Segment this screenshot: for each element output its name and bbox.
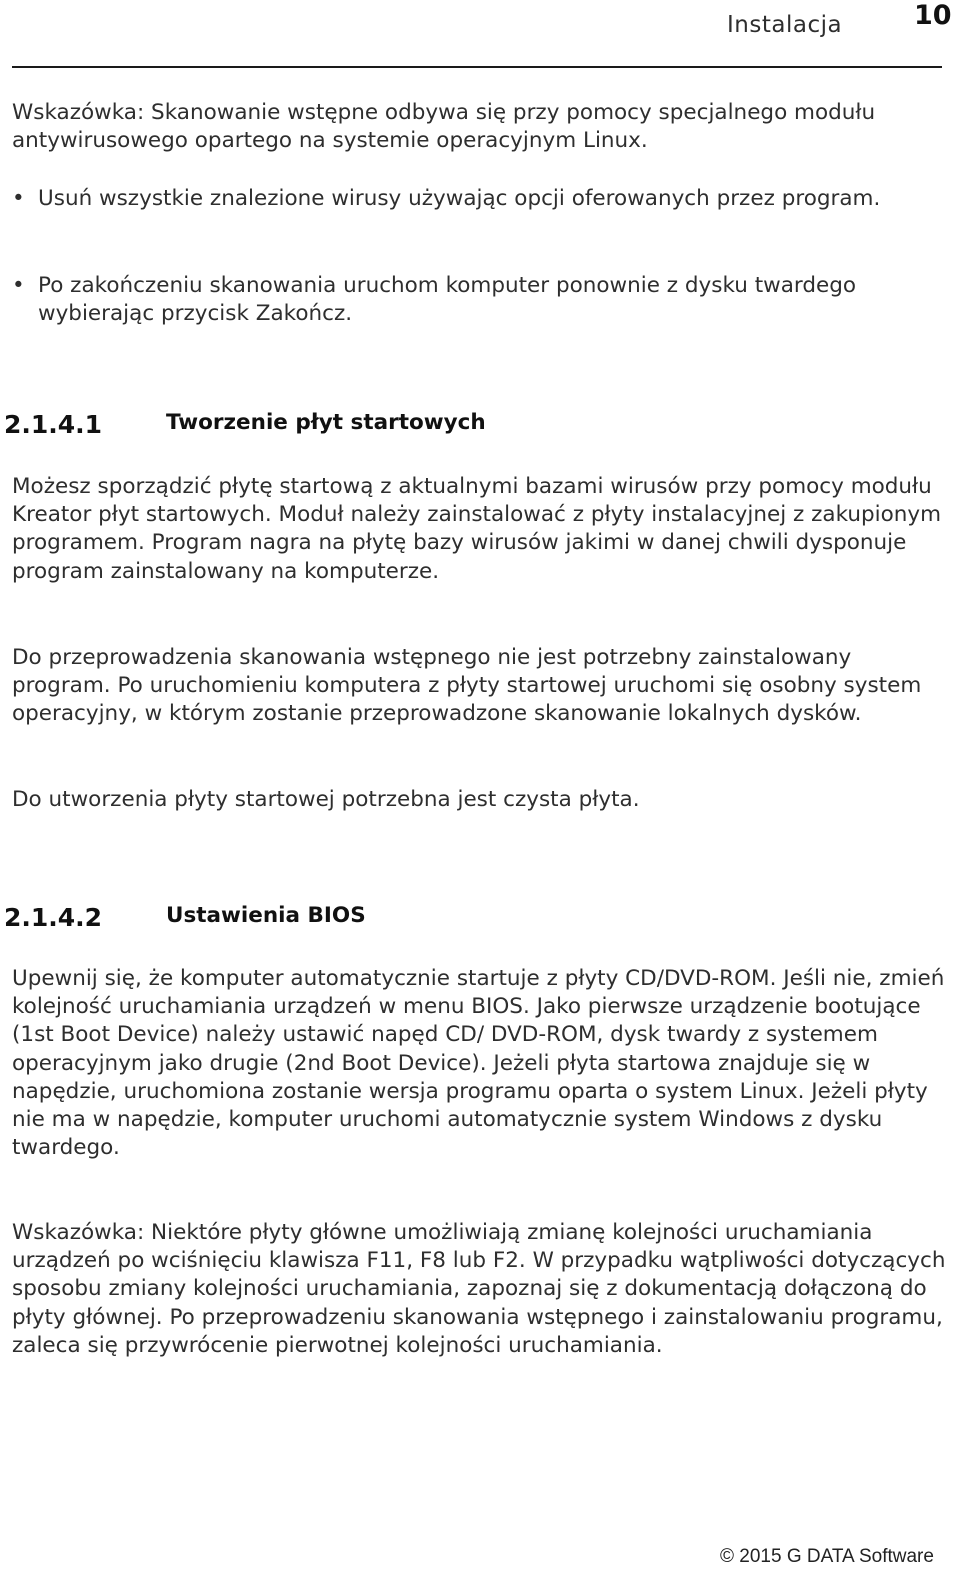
section-number: 2.1.4.1 bbox=[4, 410, 103, 439]
section-paragraph bbox=[12, 473, 952, 586]
paragraph-text: Do przeprowadzenia skanowania wstępnego nie jest potrzebny zainstalowany program. Po uruchomieniu komputera z płyty startowej uruchomi się osobny system operacyjny, w którym zostanie przeprowadzone skanowanie lokalnych dysków. bbox=[12, 645, 922, 727]
section-number: 2.1.4.2 bbox=[4, 903, 103, 932]
header-rule bbox=[12, 66, 942, 68]
footer-copyright: © 2015 G DATA Software bbox=[720, 1546, 934, 1567]
page-number: 10 bbox=[914, 0, 952, 31]
section-paragraph bbox=[12, 644, 952, 729]
bullet-text: Usuń wszystkie znalezione wirusy używając opcji oferowanych przez program. bbox=[38, 186, 881, 211]
paragraph-text: Do utworzenia płyty startowej potrzebna jest czysta płyta. bbox=[12, 787, 640, 812]
bullet-icon: • bbox=[12, 186, 25, 211]
intro-hint bbox=[12, 99, 952, 155]
paragraph-text: Upewnij się, że komputer automatycznie startuje z płyty CD/DVD-ROM. Jeśli nie, zmień kolejność uruchamiania urządzeń w menu BIOS. Jako pierwsze urządzenie bootujące (1st Boot Device) należy ustawić napęd CD/ DVD-ROM, dysk twardy z systemem operacyjnym jako drugie (2nd Boot Device). Jeżeli płyta startowa znajduje się w napędzie, uruchomiona zostanie wersja programu oparta o system Linux. Jeżeli płyty nie ma w napędzie, komputer uruchomi automatycznie system Windows z dysku twardego. bbox=[12, 966, 945, 1161]
paragraph-text: Wskazówka: Niektóre płyty główne umożliwiają zmianę kolejności uruchamiania urządzeń po wciśnięciu klawisza F11, F8 lub F2. W przypadku wątpliwości dotyczących sposobu zmiany kolejności uruchamiania, zapoznaj się z dokumentacją dołączoną do płyty głównej. Po przeprowadzeniu skanowania wstępnego i zainstalowaniu programu, zaleca się przywrócenie pierwotnej kolejności uruchamiania. bbox=[12, 1220, 946, 1358]
section-paragraph bbox=[12, 965, 952, 1162]
bullet-text: Po zakończeniu skanowania uruchom komputer ponownie z dysku twardego wybierając przycisk Zakończ. bbox=[38, 273, 857, 327]
section-paragraph bbox=[12, 1219, 952, 1360]
section-title: Ustawienia BIOS bbox=[166, 903, 366, 928]
section-title: Tworzenie płyt startowych bbox=[166, 410, 486, 435]
bullet-icon: • bbox=[12, 273, 25, 298]
section-paragraph bbox=[12, 786, 952, 814]
paragraph-text: Możesz sporządzić płytę startową z aktualnymi bazami wirusów przy pomocy modułu Kreator płyt startowych. Moduł należy zainstalować z płyty instalacyjnej z zakupionym programem. Program nagra na płytę bazy wirusów jakimi w danej chwili dysponuje program zainstalowany na komputerze. bbox=[12, 474, 942, 584]
hint-text: Wskazówka: Skanowanie wstępne odbywa się przy pomocy specjalnego modułu antywirusowego opartego na systemie operacyjnym Linux. bbox=[12, 100, 876, 154]
header-title: Instalacja bbox=[727, 12, 843, 38]
